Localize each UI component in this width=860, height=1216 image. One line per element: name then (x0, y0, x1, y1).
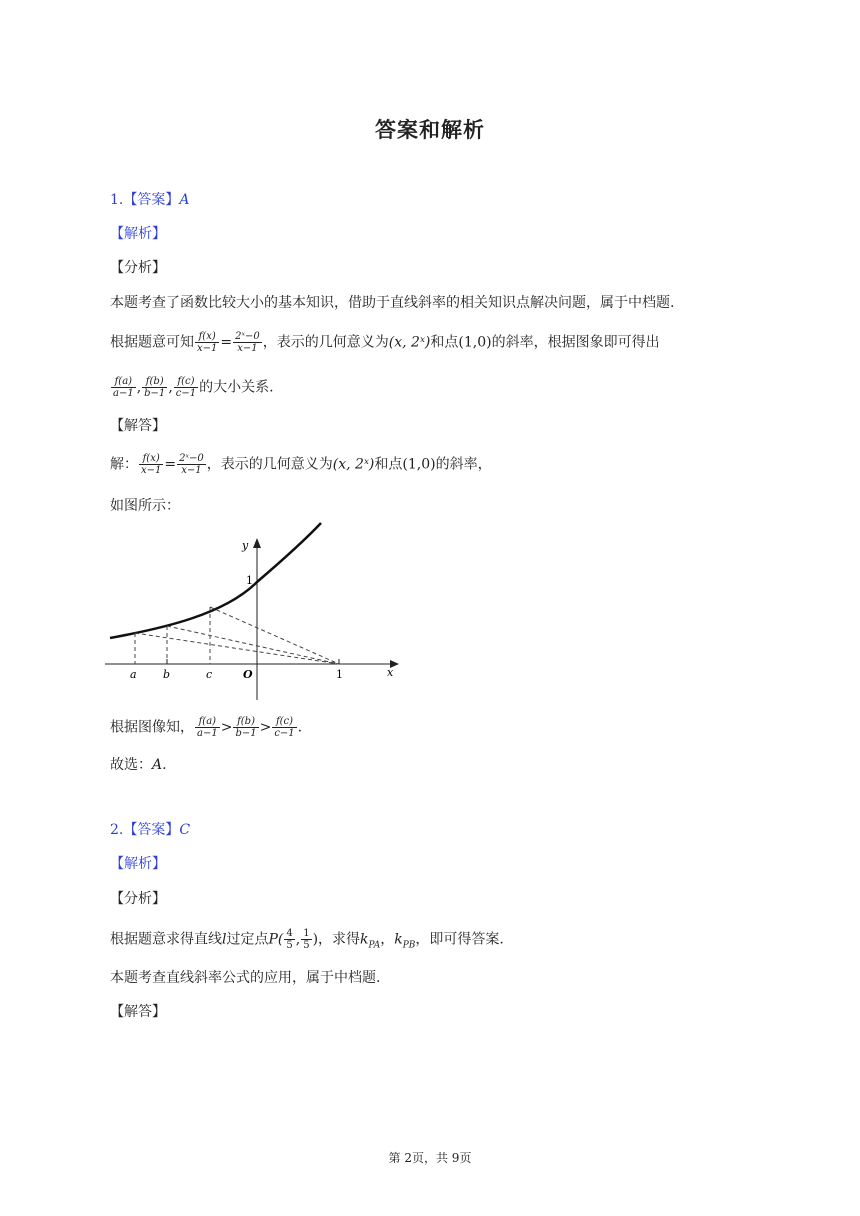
frac-den: x−1 (237, 343, 258, 354)
q2-answer (110, 820, 190, 840)
q2-analysis-line1 (110, 928, 504, 956)
text-segment: ，表示的几何意义为 (206, 456, 333, 473)
comma: , (136, 379, 142, 396)
q1-fenxi-heading: 【分析】 (110, 260, 166, 276)
q1-analysis-line1: 本题考查了函数比较大小的基本知识，借助于直线斜率的相关知识点解决问题，属于中档题. (110, 295, 675, 311)
gt-sign: > (220, 719, 233, 736)
period: . (297, 719, 303, 736)
page-footer: 第 2页，共 9页 (388, 1151, 472, 1165)
frac-num: 4 (286, 928, 293, 939)
frac-num: 2ˣ−0 (235, 331, 260, 342)
frac-num: f(c) (272, 716, 296, 728)
math-point: (x, 2ˣ) (388, 334, 431, 351)
math-point: (x, 2ˣ) (332, 456, 375, 473)
x-label: x (387, 666, 394, 679)
frac-den: x−1 (181, 465, 202, 476)
frac-num: f(x) (139, 453, 163, 465)
text-segment: 过定点 (226, 931, 269, 948)
q2-answer-value: C (179, 822, 191, 838)
q1-jieda-heading: 【解答】 (110, 418, 166, 434)
fraction-4-5 (284, 928, 294, 951)
text-segment: 故选： (110, 757, 152, 773)
slope-b (167, 626, 339, 664)
slope-a (135, 633, 339, 664)
math-k: k (360, 931, 369, 948)
frac-num: f(a) (111, 376, 136, 388)
fraction-fc (272, 716, 296, 739)
fraction-2x (233, 331, 262, 354)
frac-den: 5 (303, 940, 310, 951)
text-segment: 的斜率，根据图象即可得出 (491, 334, 660, 351)
q1-answer (110, 190, 189, 210)
q2-analysis-line2: 本题考查直线斜率公式的应用，属于中档题. (110, 970, 381, 986)
text-segment: ，即可得答案. (415, 931, 504, 948)
text-segment: 的斜率， (435, 456, 492, 473)
b-label: b (163, 668, 171, 681)
frac-den: 5 (286, 940, 293, 951)
frac-num: f(x) (195, 331, 219, 343)
q1-jiexi-heading: 【解析】 (110, 226, 166, 242)
text-segment: 根据图像知， (110, 719, 194, 736)
math-point: (1,0) (458, 334, 492, 351)
q1-conclusion (110, 716, 302, 739)
frac-den: c−1 (274, 728, 295, 739)
choice-value: A. (152, 757, 167, 773)
frac-num: 2ˣ−0 (179, 453, 204, 464)
frac-den: c−1 (175, 388, 197, 399)
comma: , (168, 379, 173, 396)
a-label: a (130, 668, 137, 681)
fraction-fa (111, 376, 136, 399)
y-one-label: 1 (246, 574, 253, 587)
text-segment: ，表示的几何意义为 (262, 334, 389, 351)
frac-den: a−1 (113, 388, 134, 399)
equals-sign: = (164, 456, 177, 473)
frac-num: f(b) (142, 376, 167, 388)
frac-den: b−1 (235, 728, 257, 739)
frac-den: a−1 (197, 728, 218, 739)
math-point: (1,0) (402, 456, 436, 473)
x-one-label: 1 (336, 668, 343, 681)
y-label: y (242, 539, 249, 552)
paren-close: ) (312, 931, 319, 948)
subscript-pb: PB (402, 940, 416, 951)
page-title: 答案和解析 (375, 118, 485, 142)
q2-jiexi-heading: 【解析】 (110, 856, 166, 872)
exp-curve (110, 523, 321, 638)
fraction-2x (177, 453, 206, 476)
text-segment: 的大小关系. (199, 379, 274, 396)
y-axis-arrow (253, 538, 261, 548)
q1-answer-prefix: 1.【答案】 (110, 192, 180, 208)
comma: , (295, 931, 301, 948)
text-segment: 根据题意求得直线 (110, 931, 222, 948)
gt-sign: > (259, 719, 272, 736)
fraction-fx (195, 331, 219, 354)
q1-solution-line (110, 453, 492, 476)
q1-analysis-line3 (110, 376, 274, 399)
frac-den: x−1 (141, 465, 162, 476)
frac-num: f(b) (233, 716, 258, 728)
text-segment: 和点 (430, 334, 459, 351)
text-segment: 解： (110, 456, 138, 473)
q1-analysis-line2 (110, 331, 660, 354)
figure-caption: 如图所示： (110, 498, 180, 514)
slope-c (210, 607, 339, 664)
math-p: P( (268, 931, 284, 948)
text-segment: ，求得 (318, 931, 361, 948)
subscript-pa: PA (368, 940, 381, 951)
q1-answer-value: A (179, 192, 190, 208)
q2-answer-prefix: 2.【答案】 (110, 822, 180, 838)
text-segment: 根据题意可知 (110, 334, 194, 351)
q2-fenxi-heading: 【分析】 (110, 891, 166, 907)
text-segment: ， (380, 931, 395, 948)
c-label: c (206, 668, 213, 681)
equals-sign: = (220, 334, 233, 351)
fraction-fb (142, 376, 167, 399)
frac-num: 1 (303, 928, 310, 939)
fraction-1-5 (301, 928, 311, 951)
q1-choose (110, 755, 167, 775)
fraction-fa (195, 716, 220, 739)
frac-num: f(c) (174, 376, 198, 388)
exponential-figure (105, 518, 405, 704)
fraction-fx (139, 453, 163, 476)
frac-den: b−1 (144, 388, 166, 399)
fraction-fc (174, 376, 198, 399)
fraction-fb (233, 716, 258, 739)
math-l: l (222, 931, 227, 948)
text-segment: 和点 (374, 456, 403, 473)
frac-num: f(a) (195, 716, 220, 728)
q2-jieda-heading: 【解答】 (110, 1004, 166, 1020)
math-k: k (394, 931, 403, 948)
frac-den: x−1 (197, 343, 218, 354)
origin-label: O (243, 668, 253, 681)
